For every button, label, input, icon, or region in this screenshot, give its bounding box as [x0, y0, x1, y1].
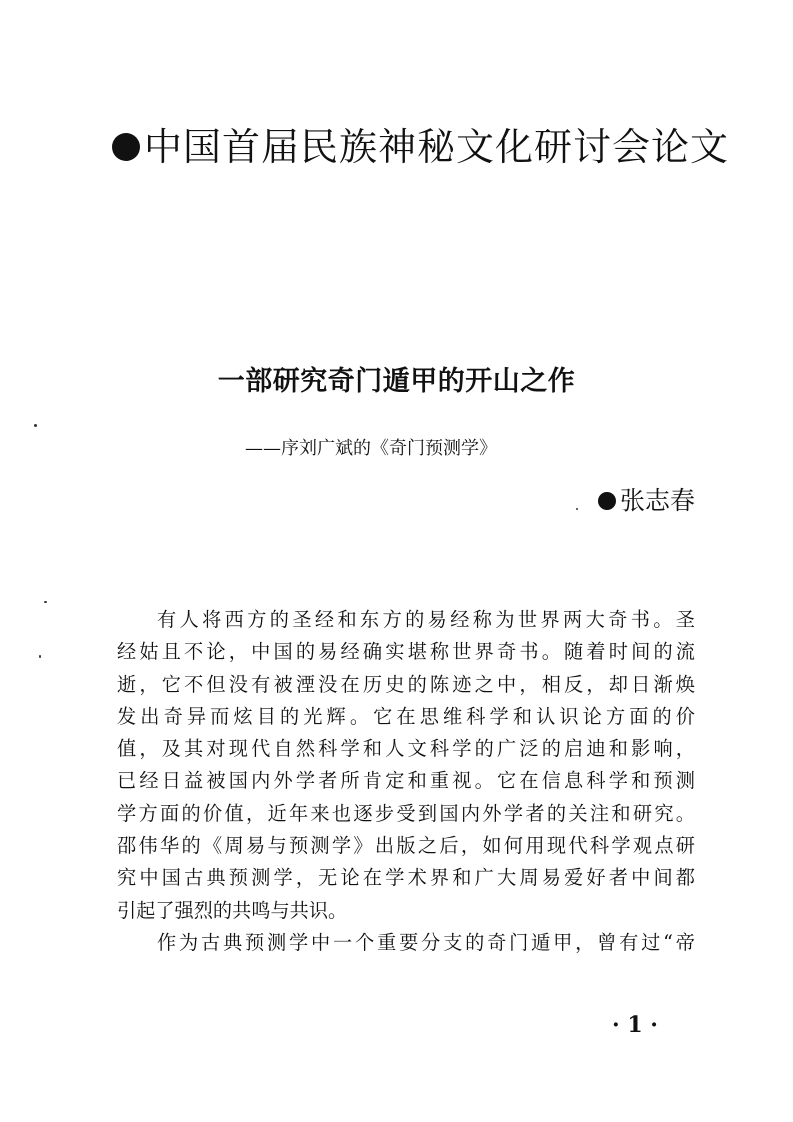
page-number: · 1 · — [612, 1012, 658, 1038]
body-line: 有人将西方的圣经和东方的易经称为世界两大奇书。圣 — [157, 608, 695, 631]
article-subtitle: ——序刘广斌的《奇门预测学》 — [245, 438, 497, 459]
scan-speck — [34, 424, 37, 427]
body-line: 经姑且不论，中国的易经确实堪称世界奇书。随着时间的流 — [117, 640, 695, 664]
body-line: 作为古典预测学中一个重要分支的奇门遁甲，曾有过“帝 — [157, 930, 695, 954]
bullet-icon — [598, 492, 616, 510]
scan-speck — [39, 655, 41, 658]
body-line: 邵伟华的《周易与预测学》出版之后，如何用现代科学观点研 — [117, 834, 695, 858]
article-title: 一部研究奇门遁甲的开山之作 — [217, 366, 576, 397]
conference-header — [112, 125, 730, 169]
bullet-icon — [112, 133, 140, 161]
body-line: 值，及其对现代自然科学和人文科学的广泛的启迪和影响， — [117, 737, 695, 761]
body-line: 究中国古典预测学，无论在学术界和广大周易爱好者中间都 — [117, 866, 695, 890]
article-body — [117, 604, 695, 959]
conference-header-text: 中国首届民族神秘文化研讨会论文 — [144, 125, 730, 169]
author-name: 张志春 — [619, 486, 695, 515]
body-line: 学方面的价值，近年来也逐步受到国内外学者的关注和研究。 — [117, 801, 695, 825]
body-line: 引起了强烈的共鸣与共识。 — [117, 898, 348, 922]
body-line: 已经日益被国内外学者所肯定和重视。它在信息科学和预测 — [117, 769, 695, 793]
scan-speck — [576, 508, 578, 510]
author-byline — [598, 486, 695, 516]
body-line: 逝，它不但没有被湮没在历史的陈迹之中，相反，却日渐焕 — [117, 672, 695, 696]
body-line: 发出奇异而炫目的光辉。它在思维科学和认识论方面的价 — [117, 704, 695, 728]
scan-speck — [44, 601, 47, 603]
